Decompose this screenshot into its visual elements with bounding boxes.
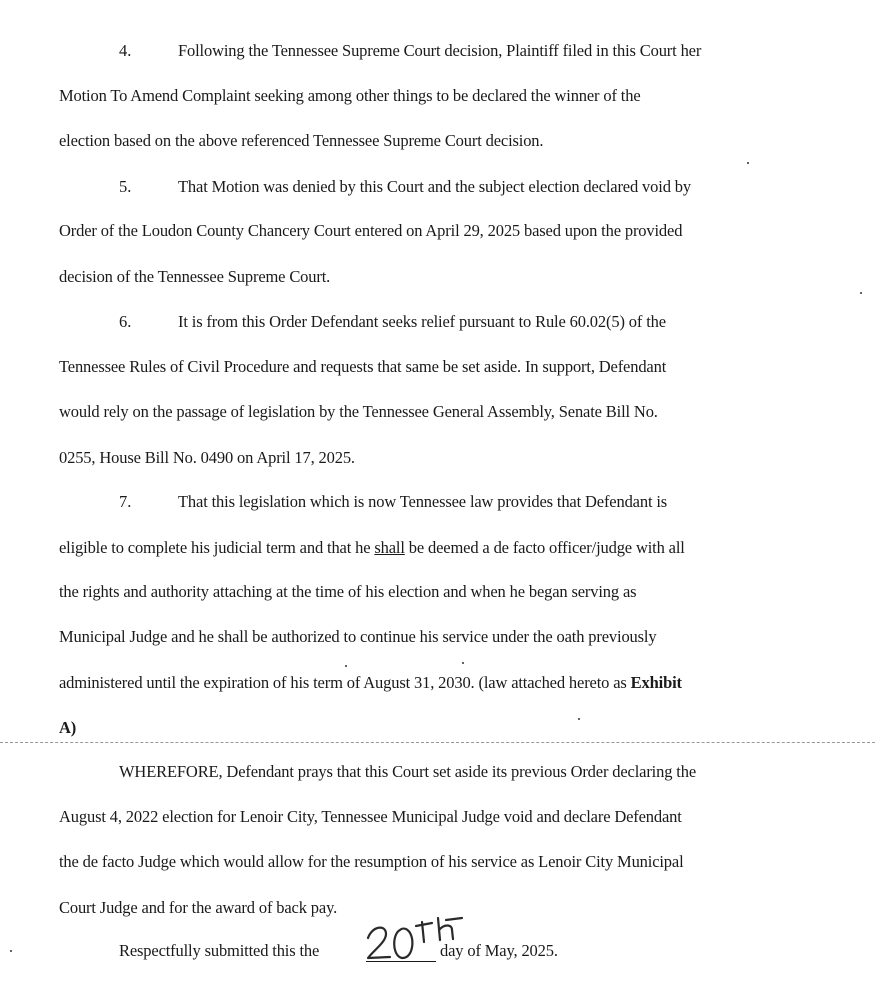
exhibit-letter: A) [59, 718, 77, 737]
paragraph-7-line-4: Municipal Judge and he shall be authorized to continue his service under the oath previously [59, 627, 657, 646]
paragraph-7-line-3: the rights and authority attaching at the time of his election and when he began serving as [59, 582, 637, 601]
emphasis-shall: shall [374, 538, 405, 557]
paragraph-7-line-2 [59, 538, 685, 558]
paragraph-6-line-2: Tennessee Rules of Civil Procedure and requests that same be set aside. In support, Defendant [59, 357, 667, 376]
closing-before: Respectfully submitted this the [119, 941, 320, 960]
paragraph-5-line-3: decision of the Tennessee Supreme Court. [59, 267, 331, 286]
exhibit-label: Exhibit [630, 673, 682, 692]
handwritten-day-signature [362, 912, 472, 968]
paragraph-4-line-3: election based on the above referenced Tennessee Supreme Court decision. [59, 131, 544, 150]
paragraph-4-line-2: Motion To Amend Complaint seeking among other things to be declared the winner of the [59, 86, 641, 105]
paragraph-6-line-1: It is from this Order Defendant seeks relief pursuant to Rule 60.02(5) of the [178, 312, 666, 331]
closing-after: day of May, 2025. [440, 941, 558, 960]
paragraph-7-line-2-end: be deemed a de facto officer/judge with all [404, 538, 685, 557]
paragraph-7-line-1: That this legislation which is now Tennessee law provides that Defendant is [178, 492, 668, 511]
paragraph-7-number: 7. [119, 492, 132, 511]
paragraph-4-line-1: Following the Tennessee Supreme Court decision, Plaintiff filed in this Court her [178, 41, 702, 60]
wherefore-line-4: Court Judge and for the award of back pay. [59, 898, 338, 917]
paragraph-5-line-1: That Motion was denied by this Court and the subject election declared void by [178, 177, 691, 196]
scan-speck [10, 950, 12, 952]
scan-artifact-rule [0, 742, 875, 743]
scan-speck [860, 292, 862, 294]
paragraph-6-line-4: 0255, House Bill No. 0490 on April 17, 2025. [59, 448, 355, 467]
wherefore-line-3: the de facto Judge which would allow for the resumption of his service as Lenoir City Municipal [59, 852, 684, 871]
wherefore-line-2: August 4, 2022 election for Lenoir City, Tennessee Municipal Judge void and declare Defendant [59, 807, 682, 826]
paragraph-6-line-3: would rely on the passage of legislation by the Tennessee General Assembly, Senate Bill No. [59, 402, 658, 421]
paragraph-7-line-2-start: eligible to complete his judicial term and that he [59, 538, 375, 557]
paragraph-5-line-2: Order of the Loudon County Chancery Court entered on April 29, 2025 based upon the provided [59, 221, 683, 240]
paragraph-7-line-5-start: administered until the expiration of his term of August 31, 2030. (law attached hereto as [59, 673, 631, 692]
scan-speck [578, 718, 580, 720]
paragraph-5-number: 5. [119, 177, 132, 196]
paragraph-4-number: 4. [119, 41, 132, 60]
paragraph-6-number: 6. [119, 312, 132, 331]
scan-speck [345, 665, 347, 667]
paragraph-7-line-5 [59, 673, 682, 693]
scan-speck [747, 162, 749, 164]
wherefore-line-1: WHEREFORE, Defendant prays that this Court set aside its previous Order declaring the [119, 762, 696, 781]
scan-speck [462, 662, 464, 664]
